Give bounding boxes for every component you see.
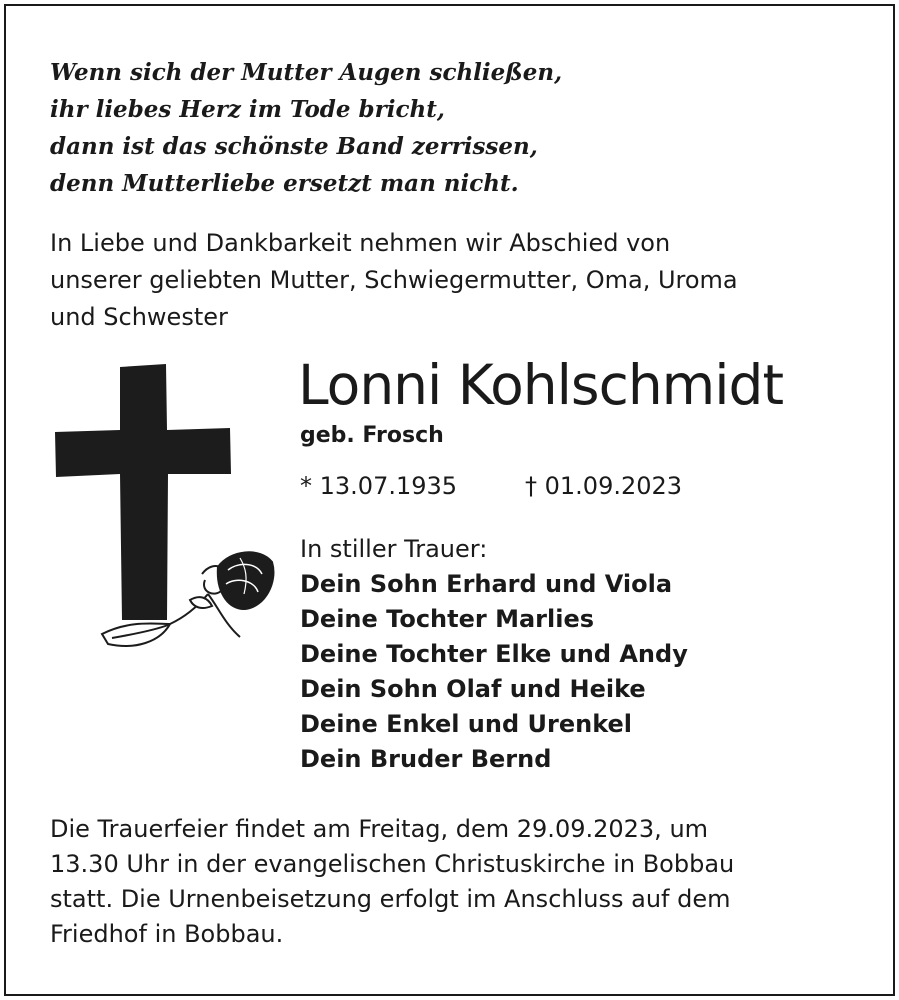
poem (50, 54, 562, 202)
mourner-entry: Dein Sohn Olaf und Heike (300, 675, 646, 703)
service-line: statt. Die Urnenbeisetzung erfolgt im Anschluss auf dem (50, 885, 731, 913)
mourners-list (300, 567, 688, 777)
intro-line: In Liebe und Dankbarkeit nehmen wir Abschied von (50, 229, 671, 257)
mourner-entry: Deine Tochter Elke und Andy (300, 640, 688, 668)
poem-line: dann ist das schönste Band zerrissen, (50, 133, 538, 160)
service-line: Die Trauerfeier findet am Freitag, dem 29.09.2023, um (50, 815, 709, 843)
deceased-name: Lonni Kohlschmidt (298, 353, 784, 417)
service-info (50, 812, 734, 952)
mourner-entry: Deine Tochter Marlies (300, 605, 594, 633)
intro-line: und Schwester (50, 303, 228, 331)
mourner-entry: Dein Sohn Erhard und Viola (300, 570, 673, 598)
service-line: 13.30 Uhr in der evangelischen Christuskirche in Bobbau (50, 850, 735, 878)
mourners-heading: In stiller Trauer: (300, 535, 488, 563)
cross-with-rose (50, 362, 280, 662)
mourner-entry: Deine Enkel und Urenkel (300, 710, 633, 738)
intro-line: unserer geliebten Mutter, Schwiegermutter, Oma, Uroma (50, 266, 738, 294)
maiden-name: geb. Frosch (300, 423, 444, 448)
intro-text (50, 225, 738, 336)
poem-line: Wenn sich der Mutter Augen schließen, (50, 59, 563, 86)
mourner-entry: Dein Bruder Bernd (300, 745, 552, 773)
poem-line: denn Mutterliebe ersetzt man nicht. (50, 170, 519, 197)
birth-date: * 13.07.1935 (300, 472, 458, 500)
death-date: † 01.09.2023 (525, 472, 683, 500)
service-line: Friedhof in Bobbau. (50, 920, 284, 948)
poem-line: ihr liebes Herz im Tode bricht, (50, 96, 445, 123)
